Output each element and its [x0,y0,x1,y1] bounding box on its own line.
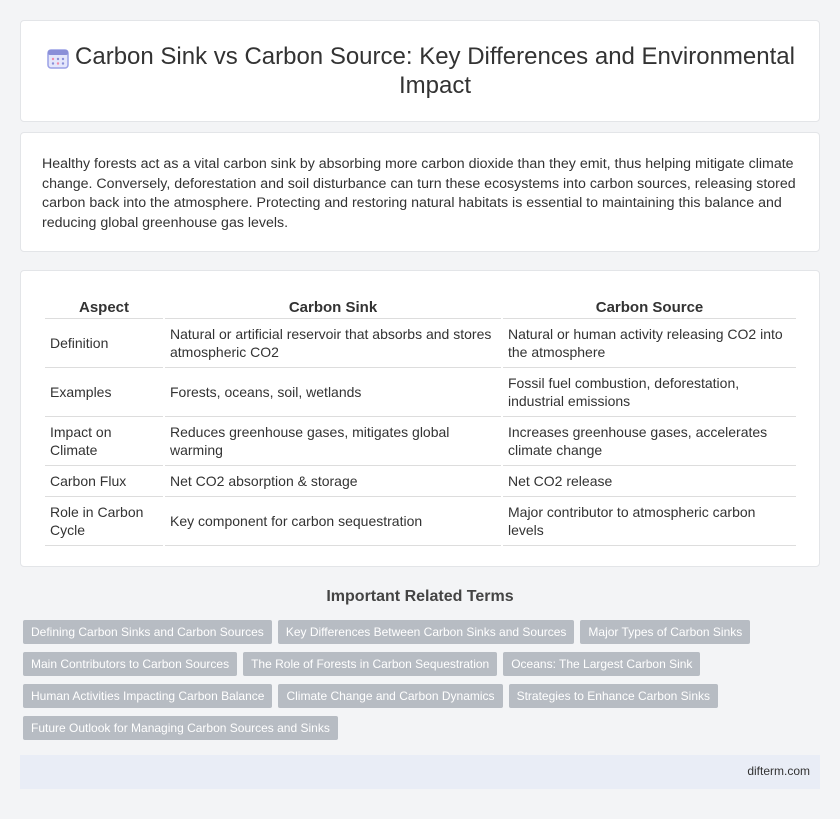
tag-link[interactable]: Climate Change and Carbon Dynamics [278,684,502,708]
cell-aspect: Role in Carbon Cycle [45,497,163,546]
cell-sink: Net CO2 absorption & storage [165,466,501,497]
tag-link[interactable]: Oceans: The Largest Carbon Sink [503,652,700,676]
tag-link[interactable]: Defining Carbon Sinks and Carbon Sources [23,620,272,644]
tag-link[interactable]: The Role of Forests in Carbon Sequestration [243,652,497,676]
table-header-row [45,295,796,319]
tag-row [23,652,813,676]
tag-link[interactable]: Human Activities Impacting Carbon Balance [23,684,272,708]
comparison-table [43,295,798,546]
cell-source: Net CO2 release [503,466,796,497]
table-row [45,417,796,466]
table-row [45,497,796,546]
header-carbon-source: Carbon Source [503,295,796,319]
footer [20,755,820,789]
header-carbon-sink: Carbon Sink [165,295,501,319]
tag-link[interactable]: Major Types of Carbon Sinks [580,620,750,644]
cell-aspect: Carbon Flux [45,466,163,497]
tag-row [23,684,813,708]
header-aspect: Aspect [45,295,163,319]
footer-site-link[interactable]: difterm.com [747,764,810,778]
comparison-card [20,270,820,567]
cell-source: Fossil fuel combustion, deforestation, industrial emissions [503,368,796,417]
header-card [20,20,820,122]
cell-source: Increases greenhouse gases, accelerates climate change [503,417,796,466]
tag-link[interactable]: Future Outlook for Managing Carbon Sources and Sinks [23,716,338,740]
page-title: Carbon Sink vs Carbon Source: Key Differences and Environmental Impact [75,43,795,99]
table-row [45,368,796,417]
tag-row [23,620,813,644]
table-row [45,319,796,368]
cell-source: Major contributor to atmospheric carbon levels [503,497,796,546]
cell-sink: Natural or artificial reservoir that absorbs and stores atmospheric CO2 [165,319,501,368]
intro-paragraph: Healthy forests act as a vital carbon sink by absorbing more carbon dioxide than they emit, thus helping mitigate climate change. Conversely, deforestation and soil disturbance can turn these ecosystems into carbon sources, releasing stored carbon back into the atmosphere. Protecting and restoring natural habitats is essential to maintaining this balance and reducing global greenhouse gas levels. [42,156,796,231]
tag-row [23,716,813,740]
cell-aspect: Examples [45,368,163,417]
tag-link[interactable]: Strategies to Enhance Carbon Sinks [509,684,718,708]
related-terms-title: Important Related Terms [326,588,514,605]
cell-aspect: Impact on Climate [45,417,163,466]
cell-sink: Reduces greenhouse gases, mitigates global warming [165,417,501,466]
tag-link[interactable]: Main Contributors to Carbon Sources [23,652,237,676]
tag-link[interactable]: Key Differences Between Carbon Sinks and Sources [278,620,575,644]
related-terms-tags [23,620,813,748]
cell-sink: Key component for carbon sequestration [165,497,501,546]
table-row [45,466,796,497]
cell-source: Natural or human activity releasing CO2 into the atmosphere [503,319,796,368]
cell-aspect: Definition [45,319,163,368]
intro-card [20,132,820,252]
cell-sink: Forests, oceans, soil, wetlands [165,368,501,417]
